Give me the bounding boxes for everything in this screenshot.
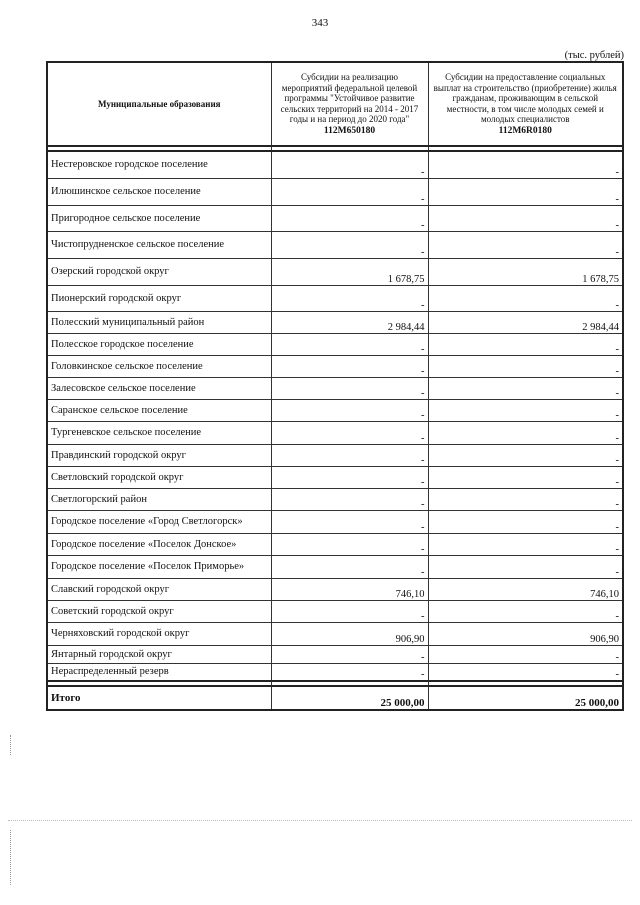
subsidy-housing-value: 2 984,44 [428, 311, 623, 333]
table-row [47, 510, 623, 533]
header-subsidy-fcp-code: 112М650180 [323, 125, 376, 136]
subsidy-housing-value: 906,90 [428, 622, 623, 645]
municipality-name: Илюшинское сельское поселение [47, 178, 271, 205]
table-row [47, 258, 623, 285]
subsidy-fcp-value: - [271, 151, 428, 178]
unit-label: (тыс. рублей) [564, 50, 624, 61]
header-subsidy-housing [428, 62, 623, 146]
subsidy-fcp-value: - [271, 231, 428, 258]
table-row [47, 466, 623, 488]
subsidy-housing-value: - [428, 421, 623, 444]
subsidy-housing-value: - [428, 555, 623, 578]
municipality-name: Полесский муниципальный район [47, 311, 271, 333]
subsidy-housing-value: - [428, 151, 623, 178]
municipality-name: Светловский городской округ [47, 466, 271, 488]
total-row [47, 686, 623, 710]
subsidy-fcp-value: - [271, 444, 428, 466]
table-row [47, 333, 623, 355]
table-row [47, 399, 623, 421]
subsidy-fcp-value: - [271, 555, 428, 578]
municipality-name: Полесское городское поселение [47, 333, 271, 355]
municipality-name: Залесовское сельское поселение [47, 377, 271, 399]
municipality-name: Пригородное сельское поселение [47, 205, 271, 231]
total-fcp-value: 25 000,00 [271, 686, 428, 710]
municipality-name: Нестеровское городское поселение [47, 151, 271, 178]
subsidy-fcp-value: 2 984,44 [271, 311, 428, 333]
subsidy-housing-value: - [428, 600, 623, 622]
table-row [47, 578, 623, 600]
header-municipalities: Муниципальные образования [47, 62, 271, 146]
header-subsidy-fcp-text: Субсидии на реализацию мероприятий федеральной целевой программы "Устойчивое развитие сельских территорий на 2014 - 2017 годы и на период до 2020 года" [280, 72, 419, 124]
header-subsidy-fcp [271, 62, 428, 146]
table-row [47, 231, 623, 258]
header-subsidy-housing-code: 112М6R0180 [498, 125, 552, 136]
municipality-name: Чистопрудненское сельское поселение [47, 231, 271, 258]
subsidy-fcp-value: - [271, 355, 428, 377]
subsidy-housing-value: - [428, 355, 623, 377]
municipality-name: Янтарный городской округ [47, 645, 271, 663]
subsidy-housing-value: - [428, 510, 623, 533]
subsidies-table [46, 61, 624, 711]
subsidy-fcp-value: - [271, 466, 428, 488]
table-header-row [47, 62, 623, 146]
scan-margin-mark [10, 830, 11, 885]
header-subsidy-housing-text: Субсидии на предоставление социальных выплат на строительство (приобретение) жилья гражданам, проживающим в сельской местности, в том числе молодых семей и молодых специалистов [433, 72, 617, 124]
subsidy-fcp-value: - [271, 377, 428, 399]
subsidy-housing-value: - [428, 444, 623, 466]
municipality-name: Городское поселение «Поселок Донское» [47, 533, 271, 555]
subsidy-fcp-value: - [271, 645, 428, 663]
municipality-name: Советский городской округ [47, 600, 271, 622]
table-row [47, 555, 623, 578]
table-row [47, 421, 623, 444]
subsidy-fcp-value: - [271, 600, 428, 622]
subsidy-housing-value: 746,10 [428, 578, 623, 600]
subsidy-fcp-value: - [271, 488, 428, 510]
subsidy-housing-value: - [428, 488, 623, 510]
table-row [47, 444, 623, 466]
subsidy-fcp-value: - [271, 205, 428, 231]
subsidy-housing-value: - [428, 645, 623, 663]
subsidy-housing-value: - [428, 466, 623, 488]
municipality-name: Нераспределенный резерв [47, 663, 271, 681]
municipality-name: Пионерский городской округ [47, 285, 271, 311]
total-label: Итого [47, 686, 271, 710]
subsidy-housing-value: - [428, 377, 623, 399]
subsidy-housing-value: - [428, 231, 623, 258]
subsidy-fcp-value: 746,10 [271, 578, 428, 600]
table-row [47, 377, 623, 399]
subsidy-fcp-value: - [271, 178, 428, 205]
table-row [47, 311, 623, 333]
total-housing-value: 25 000,00 [428, 686, 623, 710]
municipality-name: Тургеневское сельское поселение [47, 421, 271, 444]
municipality-name: Озерский городской округ [47, 258, 271, 285]
subsidy-fcp-value: - [271, 533, 428, 555]
table-row [47, 600, 623, 622]
subsidy-housing-value: - [428, 205, 623, 231]
subsidy-housing-value: - [428, 333, 623, 355]
page-number: 343 [311, 17, 329, 29]
table-row [47, 151, 623, 178]
table-row [47, 645, 623, 663]
subsidy-fcp-value: - [271, 510, 428, 533]
table-row [47, 178, 623, 205]
table-row [47, 488, 623, 510]
subsidy-fcp-value: - [271, 333, 428, 355]
municipality-name: Черняховский городской округ [47, 622, 271, 645]
subsidy-housing-value: - [428, 533, 623, 555]
subsidy-fcp-value: - [271, 399, 428, 421]
subsidy-fcp-value: 906,90 [271, 622, 428, 645]
municipality-name: Саранское сельское поселение [47, 399, 271, 421]
subsidy-housing-value: - [428, 285, 623, 311]
subsidy-fcp-value: - [271, 285, 428, 311]
subsidy-housing-value: - [428, 178, 623, 205]
municipality-name: Городское поселение «Поселок Приморье» [47, 555, 271, 578]
table-row [47, 355, 623, 377]
subsidy-fcp-value: 1 678,75 [271, 258, 428, 285]
municipality-name: Головкинское сельское поселение [47, 355, 271, 377]
subsidy-housing-value: 1 678,75 [428, 258, 623, 285]
municipality-name: Городское поселение «Город Светлогорск» [47, 510, 271, 533]
table-row [47, 622, 623, 645]
subsidy-fcp-value: - [271, 663, 428, 681]
scan-dotted-line [8, 820, 632, 821]
subsidy-fcp-value: - [271, 421, 428, 444]
municipality-name: Славский городской округ [47, 578, 271, 600]
table-row [47, 533, 623, 555]
table-row [47, 663, 623, 681]
subsidy-housing-value: - [428, 399, 623, 421]
municipality-name: Светлогорский район [47, 488, 271, 510]
municipality-name: Правдинский городской округ [47, 444, 271, 466]
subsidy-housing-value: - [428, 663, 623, 681]
scan-margin-mark [10, 735, 11, 755]
table-row [47, 205, 623, 231]
table-row [47, 285, 623, 311]
